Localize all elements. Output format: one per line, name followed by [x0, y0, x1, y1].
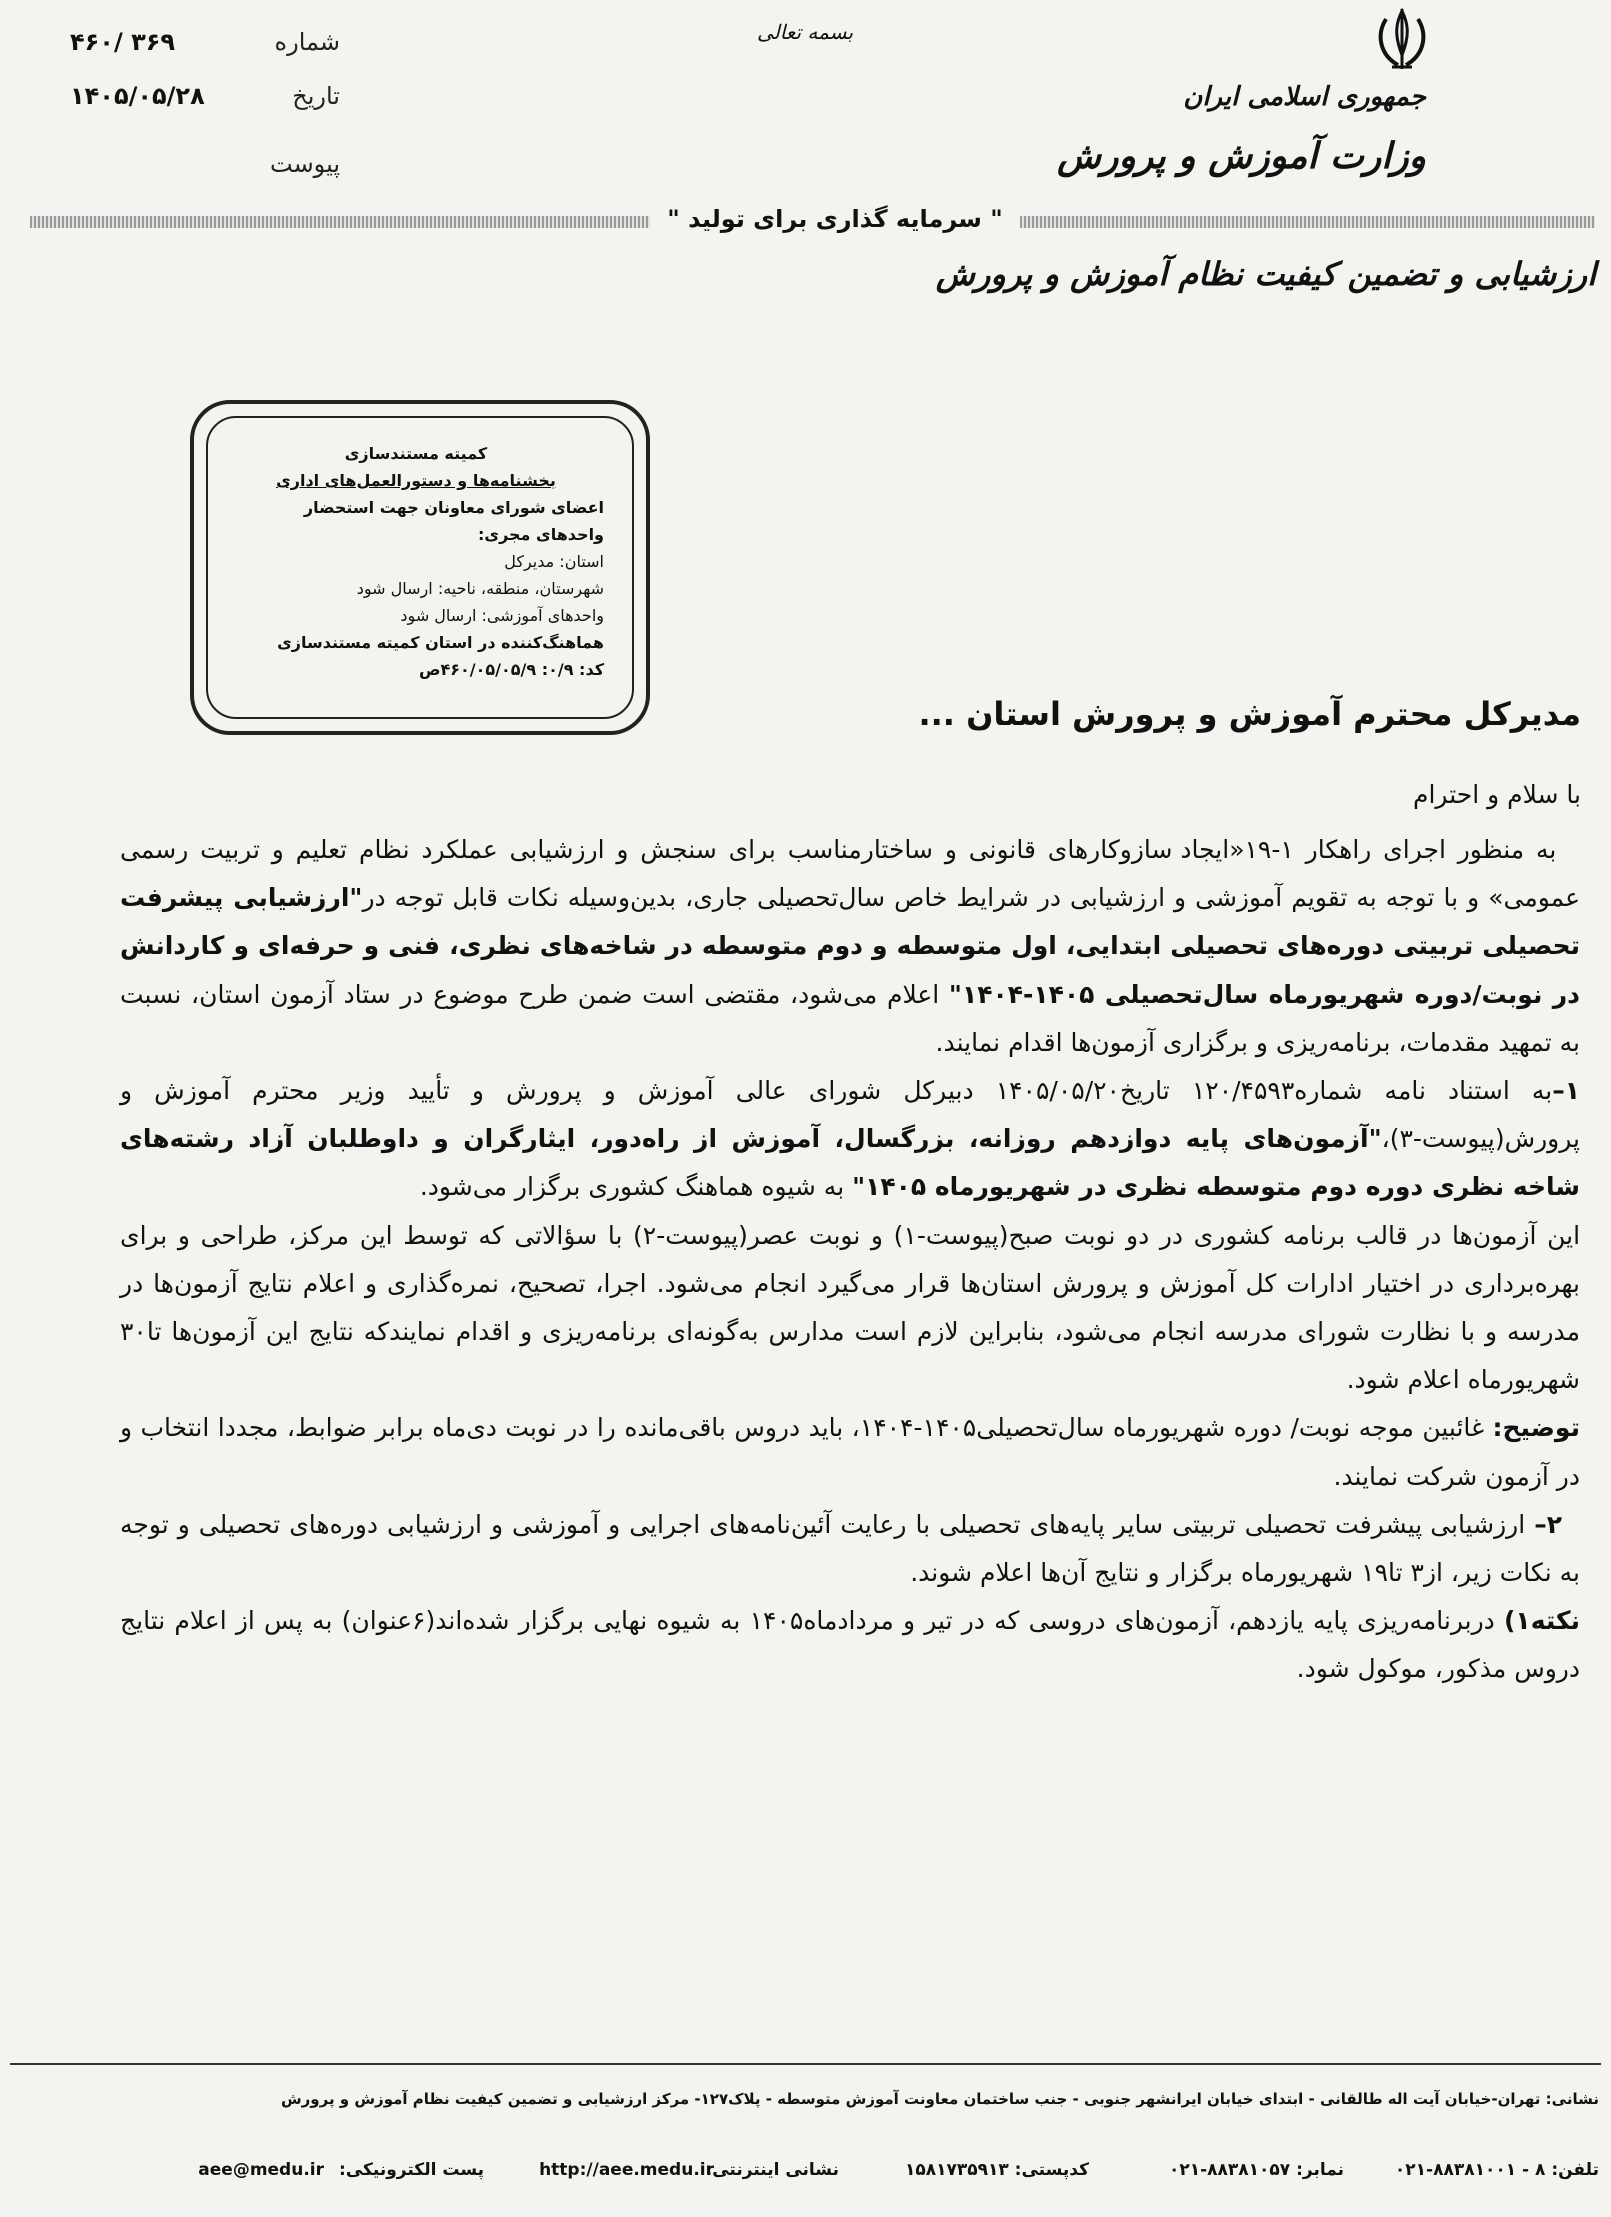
footer-phone: تلفن: ۸ - ۸۸۳۸۱۰۰۱-۰۲۱ — [1394, 2160, 1599, 2180]
department-name: ارزشیابی و تضمین کیفیت نظام آموزش و پرورش — [935, 255, 1596, 293]
footer-postal-code: کدپستی: ۱۵۸۱۷۳۵۹۱۳ — [904, 2160, 1089, 2180]
addressee: مدیرکل محترم آموزش و پرورش استان ... — [918, 695, 1581, 733]
footer-website-label: نشانی اینترنتی: — [705, 2160, 839, 2180]
iran-emblem-icon — [1372, 5, 1432, 75]
ministry-name: وزارت آموزش و پرورش — [1057, 135, 1426, 177]
letter-date-label: تاریخ — [292, 82, 340, 110]
footer-email-label: پست الکترونیکی: — [339, 2160, 484, 2180]
paragraph-item-2: ۲– ارزشیابی پیشرفت تحصیلی تربیتی سایر پایه‌های تحصیلی با رعایت آئین‌نامه‌های اجرایی و آموزشی و ارزشیابی دوره‌های تحصیلی و توجه به نکات زیر، از۳ تا۱۹ شهریورماه برگزار و نتایج آن‌ها اعلام شوند. — [120, 1509, 1580, 1588]
attachment-row — [70, 150, 340, 190]
footer-address: نشانی: تهران-خیابان آیت اله طالقانی - ابتدای خیابان ایرانشهر جنوبی - جنب ساختمان معاونت آموزش متوسطه - پلاک۱۲۷- مرکز ارزشیابی و تضمین کیفیت نظام آموزش و پرورش — [280, 2090, 1599, 2108]
republic-name: جمهوری اسلامی ایران — [1183, 82, 1426, 112]
letter-number-label: شماره — [274, 28, 340, 56]
header-band-right — [1020, 216, 1595, 228]
stamp-line: بخشنامه‌ها و دستورالعمل‌های اداری — [276, 471, 556, 490]
paragraph-item-1: ۱–به استناد نامه شماره۱۲۰/۴۵۹۳ تاریخ۱۴۰۵/۰۵/۲۰ دبیرکل شورای عالی آموزش و پرورش و تأیید وزیر محترم آموزش و پرورش(پیوست-۳)،"آزمون‌های پایه دوازدهم روزانه، بزرگسال، آموزش از راه‌دور، ایثارگران و داوطلبان آزاد رشته‌های شاخه نظری دوره دوم متوسطه نظری در شهریورماه ۱۴۰۵" به شیوه هماهنگ کشوری برگزار می‌شود. — [120, 1076, 1580, 1202]
bismillah: بسمه تعالی — [756, 20, 854, 44]
header-band-left — [30, 216, 650, 228]
slogan: " سرمایه گذاری برای تولید " — [650, 205, 1020, 241]
letter-number: ۴۶۰/ ۳۶۹ — [70, 28, 176, 56]
letter-date-row — [70, 82, 340, 122]
stamp-code: کد: ۰/۹: ۴۶۰/۰۵/۰۵/۹ص — [418, 660, 604, 679]
stamp-line: هماهنگ‌کننده در استان کمیته مستندسازی — [277, 633, 604, 652]
paragraph-point-1: نکته۱) دربرنامه‌ریزی پایه یازدهم، آزمون‌های دروسی که در تیر و مردادماه۱۴۰۵ به شیوه نهایی برگزار شده‌اند(۶عنوان) به پس از اعلام نتایج دروس مذکور، موکول شود. — [120, 1606, 1580, 1684]
letter-number-row — [70, 28, 340, 68]
attachment-label: پیوست — [270, 150, 340, 178]
footer-email-link[interactable]: aee@medu.ir — [198, 2160, 324, 2180]
footer-contacts — [9, 2160, 1599, 2190]
footer-fax: نمابر: ۸۸۳۸۱۰۵۷-۰۲۱ — [1168, 2160, 1344, 2180]
stamp-line: شهرستان، منطقه، ناحیه: ارسال شود — [356, 579, 604, 598]
footer-website-link[interactable]: http://aee.medu.ir — [539, 2160, 714, 2180]
stamp-line: اعضای شورای معاونان جهت استحضار — [303, 498, 604, 517]
paragraph-intro: به منظور اجرای راهکار ۱-۱۹«ایجاد سازوکارهای قانونی و ساختارمناسب برای سنجش و ارزشیابی عملکرد نظام تعلیم و تربیت رسمی عمومی» و با توجه به تقویم آموزشی و ارزشیابی در شرایط خاص سال‌تحصیلی جاری، بدین‌وسیله نکات قابل توجه در"ارزشیابی پیشرفت تحصیلی تربیتی دوره‌های تحصیلی ابتدایی، اول متوسطه و دوم متوسطه در شاخه‌های نظری، فنی و حرفه‌ای و کاردانش در نوبت/دوره شهریورماه سال‌تحصیلی ۱۴۰۵-۱۴۰۴" اعلام می‌شود، مقتضی است ضمن طرح موضوع در ستاد آزمون استان، نسبت به تمهید مقدمات، برنامه‌ریزی و برگزاری آزمون‌ها اقدام نمایند. — [120, 835, 1581, 1057]
documentation-stamp — [190, 400, 650, 735]
greeting: با سلام و احترام — [1413, 780, 1581, 809]
stamp-line: واحدهای آموزشی: ارسال شود — [400, 606, 604, 625]
letter-date: ۱۴۰۵/۰۵/۲۸ — [70, 82, 205, 110]
stamp-line: کمیته مستندسازی — [344, 444, 488, 463]
letter-body — [120, 826, 1580, 1694]
stamp-line: استان: مدیرکل — [504, 552, 604, 571]
footer-divider — [10, 2063, 1601, 2065]
paragraph-note: توضیح: غائبین موجه نوبت/ دوره شهریورماه سال‌تحصیلی۱۴۰۵-۱۴۰۴، باید دروس باقی‌مانده را در نوبت دی‌ماه برابر ضوابط، مجددا انتخاب و در آزمون شرکت نمایند. — [120, 1413, 1580, 1491]
paragraph-exams: این آزمون‌ها در قالب برنامه کشوری در دو نوبت صبح(پیوست-۱) و نوبت عصر(پیوست-۲) با سؤالاتی که توسط این مرکز، طراحی و برای بهره‌برداری در اختیار ادارات کل آموزش و پرورش استان‌ها قرار می‌گیرد انجام می‌شود. اجرا، تصحیح، نمره‌گذاری و اعلام نتایج آزمون‌ها در مدرسه و با نظارت شورای مدرسه انجام می‌شود، بنابراین لازم است مدارس به‌گونه‌ای برنامه‌ریزی و اقدام نمایندکه نتایج این آزمون‌ها تا۳۰ شهریورماه اعلام شود. — [120, 1220, 1581, 1395]
stamp-line: واحدهای مجری: — [478, 525, 604, 544]
